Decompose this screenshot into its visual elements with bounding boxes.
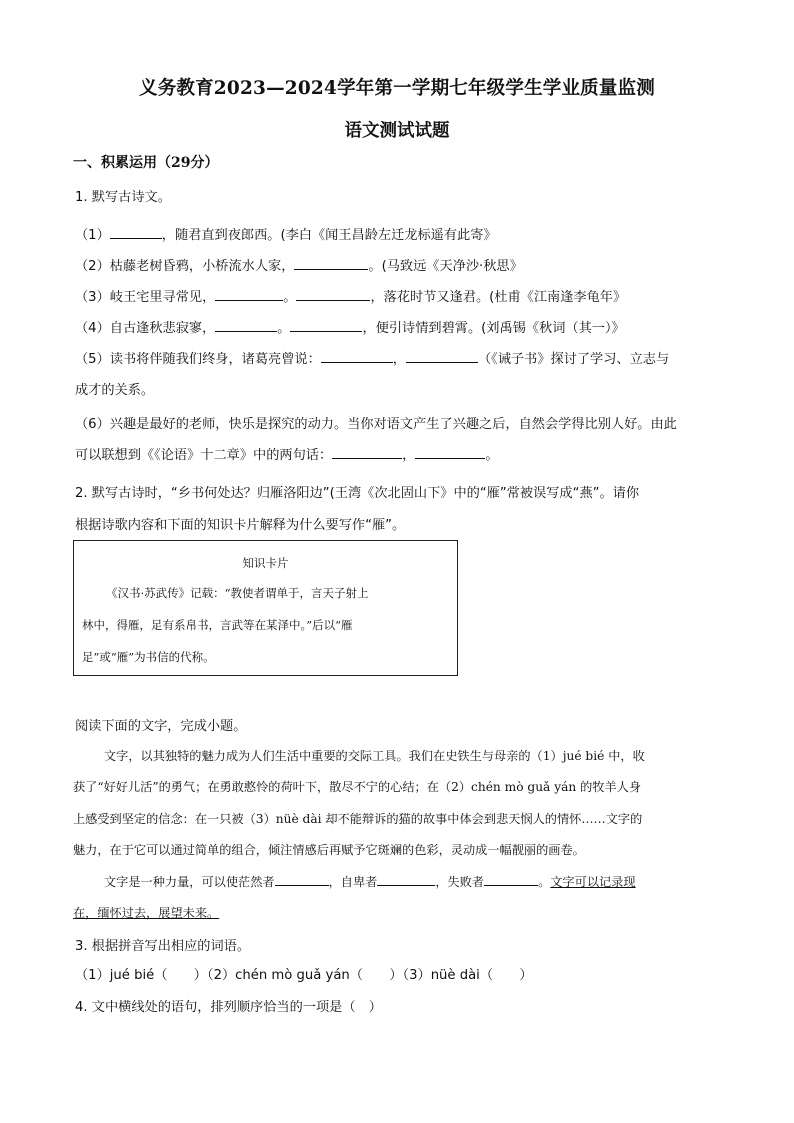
q1-item-1 xyxy=(75,224,497,243)
q1-item-3-mid: 。 xyxy=(283,290,297,305)
q1-item-1-pre: （1） xyxy=(75,228,110,243)
p2-text: 。 xyxy=(538,875,551,889)
q1-item-4-pre: （4）自古逢秋悲寂寥， xyxy=(75,321,216,336)
p2-underlined-text-cont: 在，缅怀过去，展望未来。 xyxy=(73,906,220,920)
reading-paragraph-line: 上感受到坚定的信念：在一只被（3）nüè dài 却不能辩诉的猫的故事中体会到悲天悯人的情怀……文字的 xyxy=(73,812,643,826)
reading-intro: 阅读下面的文字，完成小题。 xyxy=(75,719,247,734)
q1-item-3-pre: （3）岐王宅里寻常见， xyxy=(75,290,216,305)
knowledge-card-line: 林中，得雁，足有系帛书，言武等在某泽中。”后以“雁 xyxy=(82,618,353,632)
answer-blank[interactable] xyxy=(296,288,370,301)
q1-item-3-post: ，落花时节又逢君。(杜甫《江南逢李龟年》 xyxy=(370,290,627,305)
q1-item-2-pre: （2）枯藤老树昏鸦，小桥流水人家， xyxy=(75,259,295,274)
answer-blank[interactable] xyxy=(215,288,283,301)
exam-title: 义务教育2023—2024学年第一学期七年级学生学业质量监测 xyxy=(139,78,655,99)
reading-paragraph-line: 文字，以其独特的魅力成为人们生活中重要的交际工具。我们在史铁生与母亲的（1）jué bié 中，收 xyxy=(104,749,645,763)
answer-blank[interactable] xyxy=(484,873,538,886)
exam-subtitle: 语文测试试题 xyxy=(344,121,450,141)
q1-item-5-mid: ， xyxy=(392,352,406,367)
q1-item-5 xyxy=(75,348,669,367)
q2-stem-line1: 2. 默写古诗时，“乡书何处达？归雁洛阳边”(王湾《次北固山下》中的“雁”常被误写成“燕”。请你 xyxy=(75,486,640,501)
knowledge-card-line: 《汉书·苏武传》记载：“教使者谓单于，言天子射上 xyxy=(106,586,369,600)
q1-item-5-cont: 成才的关系。 xyxy=(75,383,155,398)
answer-blank[interactable] xyxy=(377,873,435,886)
q1-item-2-post: 。(马致远《天净沙·秋思》 xyxy=(368,259,523,274)
q1-item-6-mid: ， xyxy=(402,448,416,463)
p2-underlined-text: 文字可以记录现 xyxy=(550,875,636,889)
knowledge-card-line: 足”或“雁”为书信的代称。 xyxy=(82,650,215,664)
q3-answers: （1）jué bié（ ）（2）chén mò guǎ yán（ ）（3）nüè dài（ ） xyxy=(75,968,533,983)
q1-item-1-post: ，随君直到夜郎西。(李白《闻王昌龄左迁龙标遥有此寄》 xyxy=(161,228,497,243)
q3-stem: 3. 根据拼音写出相应的词语。 xyxy=(75,939,251,954)
answer-blank[interactable] xyxy=(332,446,402,459)
q1-item-3 xyxy=(75,286,626,305)
knowledge-card-title: 知识卡片 xyxy=(242,556,289,570)
q1-item-4 xyxy=(75,317,625,336)
reading-paragraph-2 xyxy=(104,873,749,890)
answer-blank[interactable] xyxy=(406,350,478,363)
q1-item-6: （6）兴趣是最好的老师，快乐是探究的动力。当你对语文产生了兴趣之后，自然会学得比别人好。由此 xyxy=(75,417,677,432)
answer-blank[interactable] xyxy=(294,257,368,270)
q1-item-6-cont xyxy=(75,444,499,463)
q1-item-5-pre: （5）读书将伴随我们终身，诸葛亮曾说： xyxy=(75,352,321,367)
q1-item-4-post: ，便引诗情到碧霄。(刘禹锡《秋词（其一）》 xyxy=(362,321,625,336)
reading-paragraph-line: 获了“好好儿活”的勇气；在勇敢憨怜的荷叶下，散尽不宁的心结；在（2）chén mò guǎ yán 的牧羊人身 xyxy=(73,780,642,794)
reading-paragraph-line: 魅力，在于它可以通过简单的组合，倾注情感后再赋予它斑斓的色彩，灵动成一幅靓丽的画卷。 xyxy=(73,843,585,857)
q4-stem: 4. 文中横线处的语句，排列顺序恰当的一项是（ ） xyxy=(75,1000,382,1015)
section-heading: 一、积累运用（29分） xyxy=(73,155,219,171)
knowledge-card xyxy=(73,540,458,676)
answer-blank[interactable] xyxy=(215,319,277,332)
answer-blank[interactable] xyxy=(321,350,393,363)
p2-text: ，失败者 xyxy=(435,875,485,889)
answer-blank[interactable] xyxy=(290,319,362,332)
p2-text: 文字是一种力量，可以使茫然者 xyxy=(104,875,275,889)
answer-blank[interactable] xyxy=(275,873,329,886)
q1-stem: 1. 默写古诗文。 xyxy=(75,190,171,205)
q1-item-2 xyxy=(75,255,523,274)
p2-text: ，自卑者 xyxy=(328,875,378,889)
q2-stem-line2: 根据诗歌内容和下面的知识卡片解释为什么要写作“雁”。 xyxy=(75,518,406,533)
q1-item-6-pre: 可以联想到《《论语》十二章》中的两句话： xyxy=(75,448,333,463)
q1-item-6-post: 。 xyxy=(485,448,499,463)
answer-blank[interactable] xyxy=(415,446,485,459)
q1-item-5-post: （《诫子书》探讨了学习、立志与 xyxy=(477,352,670,367)
answer-blank[interactable] xyxy=(110,226,162,239)
q1-item-4-mid: 。 xyxy=(277,321,291,336)
